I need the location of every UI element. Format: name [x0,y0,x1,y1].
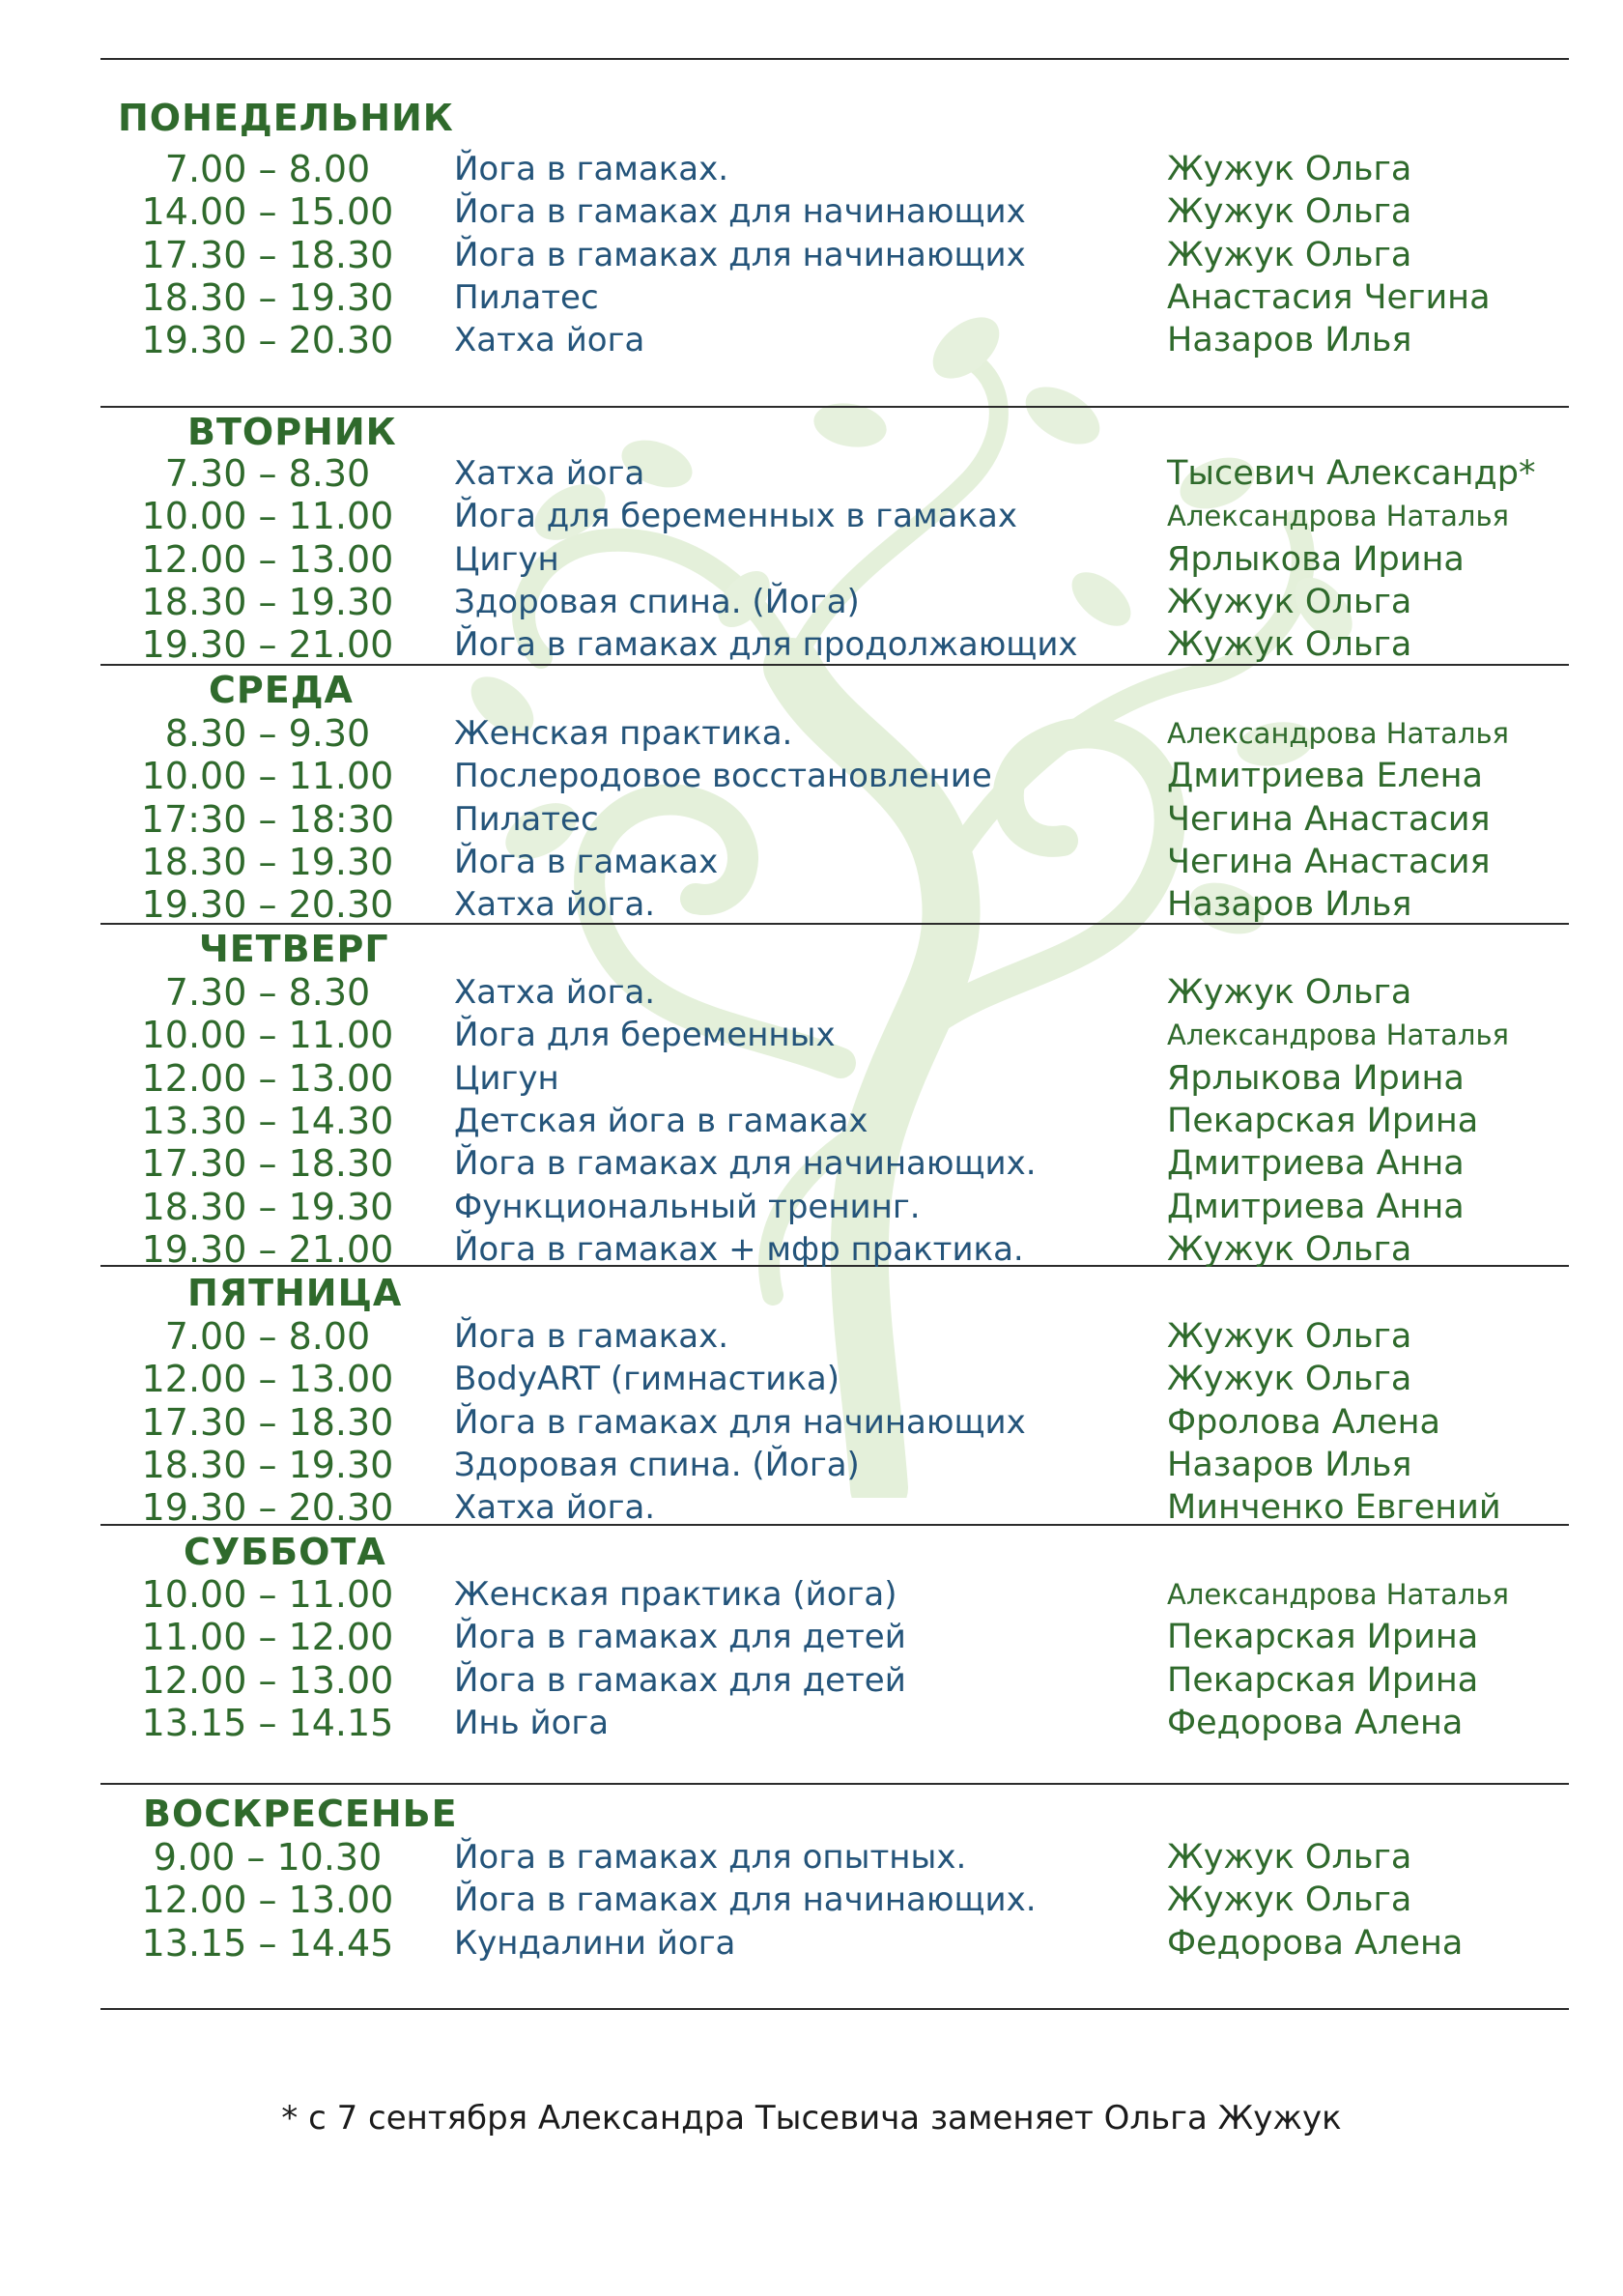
day-title: СРЕДА [209,669,354,711]
class-time: 17.30 – 18.30 [141,1400,394,1444]
class-name: Йога в гамаках для начинающих. [454,1144,1037,1184]
instructor-name: Тысевич Александр* [1167,454,1536,493]
class-time: 7.00 – 8.00 [164,148,371,190]
divider-line [100,58,1569,60]
instructor-name: Пекарская Ирина [1167,1660,1479,1700]
class-time: 13.15 – 14.45 [141,1921,394,1965]
schedule-row [100,1616,1569,1658]
class-name: Хатха йога. [454,885,656,925]
class-name: Цигун [454,1058,559,1098]
instructor-name: Жужук Ольга [1167,1838,1412,1877]
class-time: 17:30 – 18:30 [140,797,395,841]
instructor-name: Назаров Илья [1167,885,1412,925]
instructor-name: Жужук Ольга [1167,235,1412,274]
schedule-row [100,276,1569,319]
class-name: Йога в гамаках для опытных. [454,1838,967,1877]
schedule-row [100,148,1569,190]
schedule-row [100,1836,1569,1879]
class-name: Йога в гамаках. [454,150,729,188]
class-name: Йога в гамаках для начинающих [454,1402,1026,1442]
class-time: 14.00 – 15.00 [141,190,394,234]
class-time: 12.00 – 13.00 [141,1056,394,1100]
instructor-name: Жужук Ольга [1167,973,1412,1012]
schedule-row [100,538,1569,581]
instructor-name: Жужук Ольга [1167,150,1412,188]
day-title: СУББОТА [184,1531,386,1573]
class-name: Цигун [454,539,559,579]
class-time: 10.00 – 11.00 [141,1014,394,1057]
class-name: Хатха йога. [454,1488,656,1528]
instructor-name: Жужук Ольга [1167,1229,1412,1269]
class-time: 18.30 – 19.30 [141,840,394,883]
schedule-row [100,190,1569,233]
day-title: ПОНЕДЕЛЬНИК [118,97,454,139]
class-time: 10.00 – 11.00 [141,755,394,798]
schedule-row [100,883,1569,926]
divider-line [100,2008,1569,2010]
class-time: 10.00 – 11.00 [141,1573,394,1616]
instructor-name: Ярлыкова Ирина [1167,539,1465,579]
class-name: Пилатес [454,799,599,839]
instructor-name: Анастасия Чегина [1167,277,1491,317]
class-name: Йога в гамаках для детей [454,1618,906,1657]
class-name: Кундалини йога [454,1923,736,1963]
instructor-name: Чегина Анастасия [1167,799,1491,839]
instructor-name: Дмитриева Анна [1167,1187,1465,1226]
schedule-row [100,1401,1569,1444]
class-time: 13.30 – 14.30 [141,1099,394,1142]
schedule-row [100,452,1569,495]
class-name: Послеродовое восстановление [454,757,992,796]
instructor-name: Жужук Ольга [1167,1360,1412,1399]
day-title: ПЯТНИЦА [187,1272,403,1314]
class-name: Йога в гамаках для начинающих. [454,1880,1037,1920]
class-time: 17.30 – 18.30 [141,233,394,276]
class-time: 19.30 – 21.00 [141,1227,394,1271]
class-time: 18.30 – 19.30 [141,1443,394,1486]
class-name: Йога в гамаках для продолжающих [454,625,1078,665]
class-time: 12.00 – 13.00 [141,537,394,581]
schedule-row [100,319,1569,361]
day-title: ВТОРНИК [187,411,397,453]
schedule-row [100,1057,1569,1100]
instructor-name: Назаров Илья [1167,1445,1412,1484]
class-time: 12.00 – 13.00 [141,1879,394,1922]
class-name: Здоровая спина. (Йога) [454,582,860,621]
class-time: 18.30 – 19.30 [141,1185,394,1228]
schedule-row [100,1486,1569,1529]
class-name: Йога в гамаках. [454,1317,729,1356]
class-time: 19.30 – 20.30 [141,319,394,362]
divider-line [100,406,1569,408]
class-name: Йога для беременных в гамаках [454,497,1017,536]
class-name: Хатха йога. [454,973,656,1012]
class-name: Йога в гамаках + мфр практика. [454,1229,1024,1269]
instructor-name: Жужук Ольга [1167,582,1412,621]
class-name: Функциональный тренинг. [454,1187,921,1226]
day-title: ВОСКРЕСЕНЬЕ [143,1793,458,1835]
schedule-row [100,1659,1569,1702]
divider-line [100,1783,1569,1785]
class-time: 19.30 – 21.00 [141,623,394,667]
class-name: Женская практика. [454,714,793,753]
class-name: Хатха йога [454,321,645,360]
schedule-row [100,1100,1569,1142]
schedule-row [100,1315,1569,1358]
instructor-name: Фролова Алена [1167,1402,1440,1442]
instructor-name: Александрова Наталья [1167,1578,1510,1611]
footnote: * с 7 сентября Александра Тысевича заменяет Ольга Жужук [281,2099,1342,2138]
class-time: 10.00 – 11.00 [141,495,394,538]
instructor-name: Александрова Наталья [1167,500,1510,533]
schedule-row [100,1142,1569,1185]
class-name: Хатха йога [454,454,645,493]
class-time: 9.00 – 10.30 [153,1836,383,1879]
instructor-name: Жужук Ольга [1167,625,1412,665]
schedule-row [100,1879,1569,1921]
class-name: Женская практика (йога) [454,1575,897,1614]
instructor-name: Пекарская Ирина [1167,1101,1479,1140]
class-name: Йога в гамаках для детей [454,1660,906,1700]
class-name: Йога в гамаках [454,842,719,881]
class-name: BodyART (гимнастика) [454,1360,840,1399]
schedule-row [100,1702,1569,1744]
schedule-row [100,798,1569,841]
instructor-name: Жужук Ольга [1167,1880,1412,1920]
instructor-name: Назаров Илья [1167,321,1412,360]
class-name: Пилатес [454,277,599,317]
schedule-row [100,1444,1569,1486]
class-time: 7.30 – 8.30 [164,452,371,495]
day-title: ЧЕТВЕРГ [199,928,389,970]
schedule-row [100,1358,1569,1400]
instructor-name: Федорова Алена [1167,1923,1464,1963]
schedule-row [100,1186,1569,1228]
schedule-row [100,234,1569,276]
schedule-row [100,971,1569,1014]
schedule-row [100,1228,1569,1271]
instructor-name: Александрова Наталья [1167,1019,1510,1052]
class-time: 12.00 – 13.00 [141,1358,394,1401]
instructor-name: Чегина Анастасия [1167,842,1491,881]
class-name: Здоровая спина. (Йога) [454,1445,860,1484]
class-time: 7.30 – 8.30 [164,971,371,1014]
class-time: 8.30 – 9.30 [164,712,371,755]
class-time: 11.00 – 12.00 [141,1616,394,1659]
class-time: 13.15 – 14.15 [141,1701,394,1744]
schedule-row [100,623,1569,666]
instructor-name: Жужук Ольга [1167,1317,1412,1356]
class-time: 12.00 – 13.00 [141,1658,394,1702]
class-time: 19.30 – 20.30 [141,883,394,927]
class-name: Йога в гамаках для начинающих [454,192,1026,232]
class-time: 7.00 – 8.00 [164,1315,371,1358]
class-time: 17.30 – 18.30 [141,1142,394,1186]
instructor-name: Ярлыкова Ирина [1167,1058,1465,1098]
instructor-name: Жужук Ольга [1167,192,1412,232]
schedule-row [100,755,1569,797]
schedule-row [100,581,1569,623]
class-time: 19.30 – 20.30 [141,1486,394,1530]
class-name: Йога для беременных [454,1016,836,1055]
schedule-row [100,1014,1569,1056]
schedule-row [100,712,1569,755]
class-time: 18.30 – 19.30 [141,580,394,623]
schedule-row [100,1922,1569,1965]
schedule-row [100,495,1569,537]
class-name: Детская йога в гамаках [454,1101,868,1140]
instructor-name: Пекарская Ирина [1167,1618,1479,1657]
instructor-name: Минченко Евгений [1167,1488,1501,1528]
schedule-row [100,841,1569,883]
instructor-name: Дмитриева Анна [1167,1144,1465,1184]
class-name: Йога в гамаках для начинающих [454,235,1026,274]
instructor-name: Дмитриева Елена [1167,757,1483,796]
class-time: 18.30 – 19.30 [141,275,394,319]
schedule-row [100,1573,1569,1616]
class-name: Инь йога [454,1703,610,1742]
instructor-name: Александрова Наталья [1167,717,1510,750]
instructor-name: Федорова Алена [1167,1703,1464,1742]
